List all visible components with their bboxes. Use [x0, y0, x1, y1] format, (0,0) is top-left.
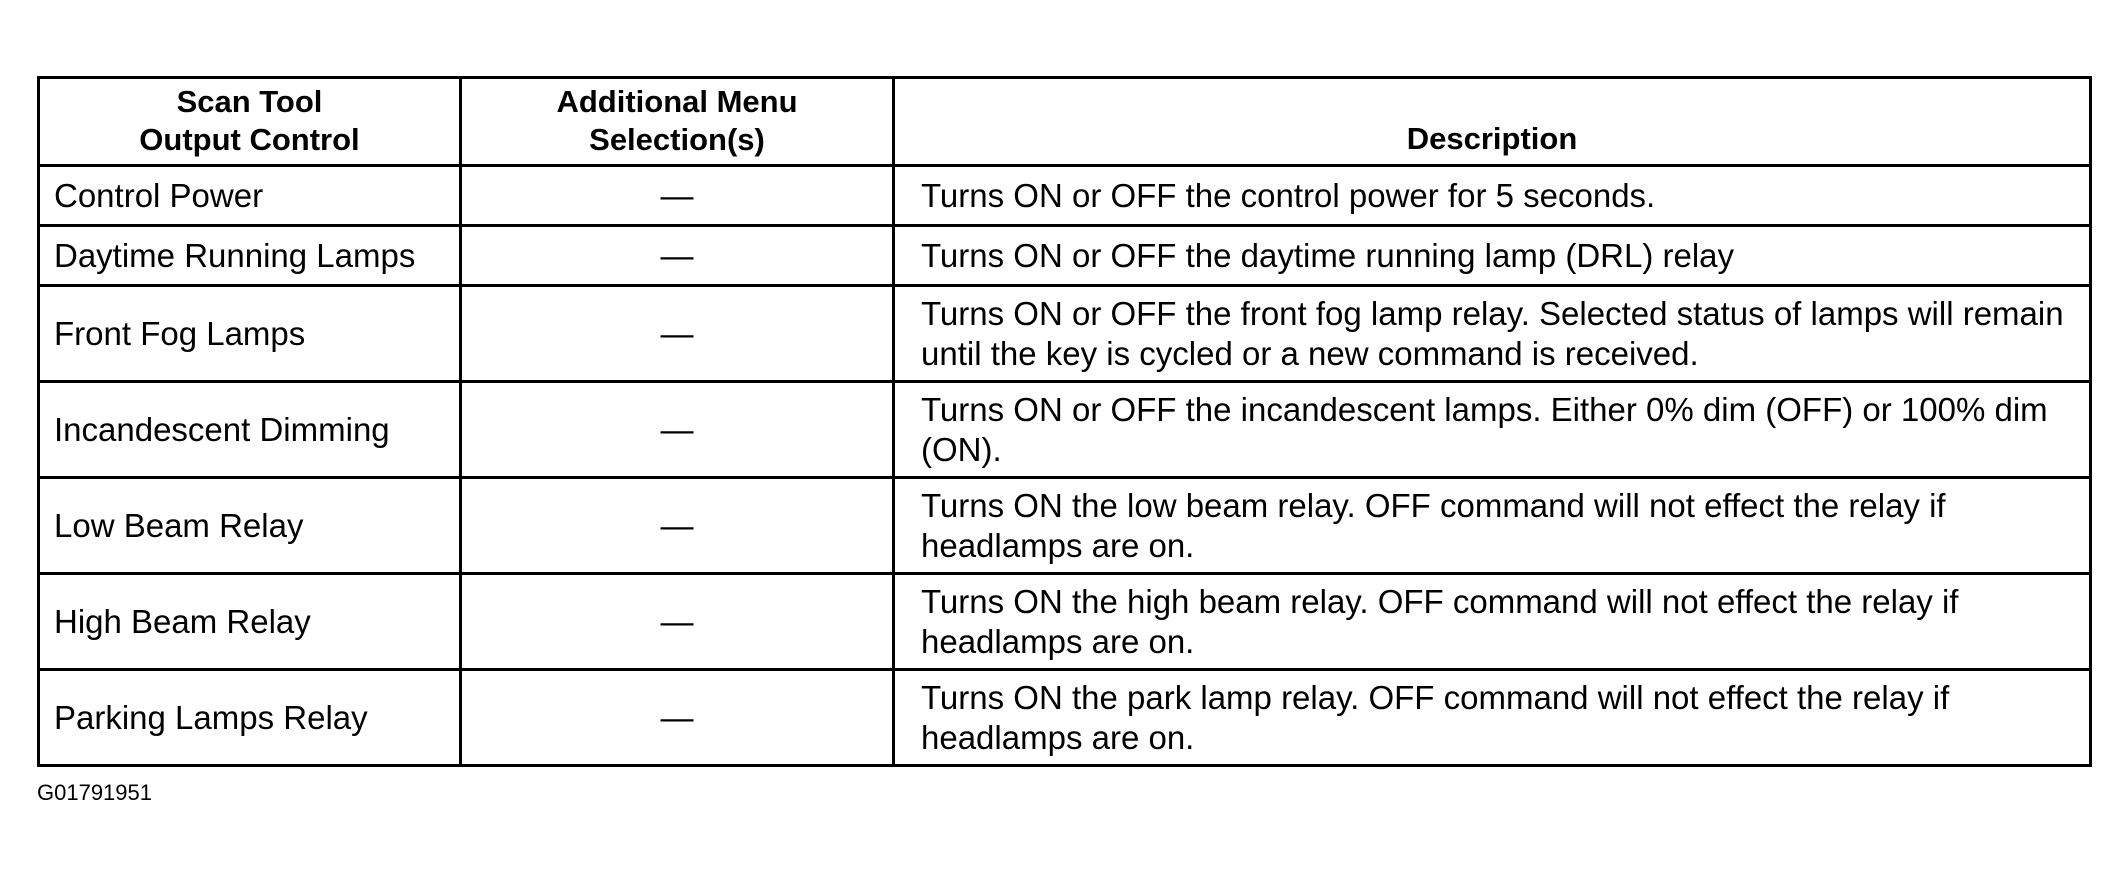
output-control-cell: Parking Lamps Relay	[39, 670, 461, 766]
description-cell: Turns ON the low beam relay. OFF command will not effect the relay if headlamps are on.	[894, 478, 2091, 574]
menu-selection-cell: —	[461, 382, 894, 478]
output-control-cell: Front Fog Lamps	[39, 286, 461, 382]
header-output-control-line1: Scan Tool	[176, 84, 323, 119]
table-row	[39, 670, 2091, 766]
menu-selection-cell: —	[461, 478, 894, 574]
table-row	[39, 478, 2091, 574]
table-row	[39, 574, 2091, 670]
header-output-control-line2: Output Control	[139, 122, 360, 157]
output-control-cell: High Beam Relay	[39, 574, 461, 670]
table-row	[39, 226, 2091, 286]
menu-selection-cell: —	[461, 286, 894, 382]
header-menu-line2: Selection(s)	[589, 122, 765, 157]
menu-selection-cell: —	[461, 226, 894, 286]
menu-selection-cell: —	[461, 574, 894, 670]
header-menu-selection	[461, 78, 894, 166]
output-control-cell: Low Beam Relay	[39, 478, 461, 574]
output-control-cell: Control Power	[39, 166, 461, 226]
description-cell: Turns ON the park lamp relay. OFF command will not effect the relay if headlamps are on.	[894, 670, 2091, 766]
header-output-control	[39, 78, 461, 166]
table-row	[39, 286, 2091, 382]
output-control-cell: Daytime Running Lamps	[39, 226, 461, 286]
header-description: Description	[894, 78, 2091, 166]
table-row	[39, 166, 2091, 226]
header-menu-line1: Additional Menu	[556, 84, 798, 119]
menu-selection-cell: —	[461, 670, 894, 766]
table-header-row	[39, 78, 2091, 166]
table-row	[39, 382, 2091, 478]
description-cell: Turns ON or OFF the incandescent lamps. Either 0% dim (OFF) or 100% dim (ON).	[894, 382, 2091, 478]
menu-selection-cell: —	[461, 166, 894, 226]
output-control-cell: Incandescent Dimming	[39, 382, 461, 478]
description-cell: Turns ON or OFF the front fog lamp relay. Selected status of lamps will remain until the key is cycled or a new command is received.	[894, 286, 2091, 382]
description-cell: Turns ON the high beam relay. OFF command will not effect the relay if headlamps are on.	[894, 574, 2091, 670]
description-cell: Turns ON or OFF the daytime running lamp (DRL) relay	[894, 226, 2091, 286]
scan-tool-output-table	[37, 76, 2092, 767]
description-cell: Turns ON or OFF the control power for 5 seconds.	[894, 166, 2091, 226]
figure-id-label: G01791951	[37, 780, 152, 805]
